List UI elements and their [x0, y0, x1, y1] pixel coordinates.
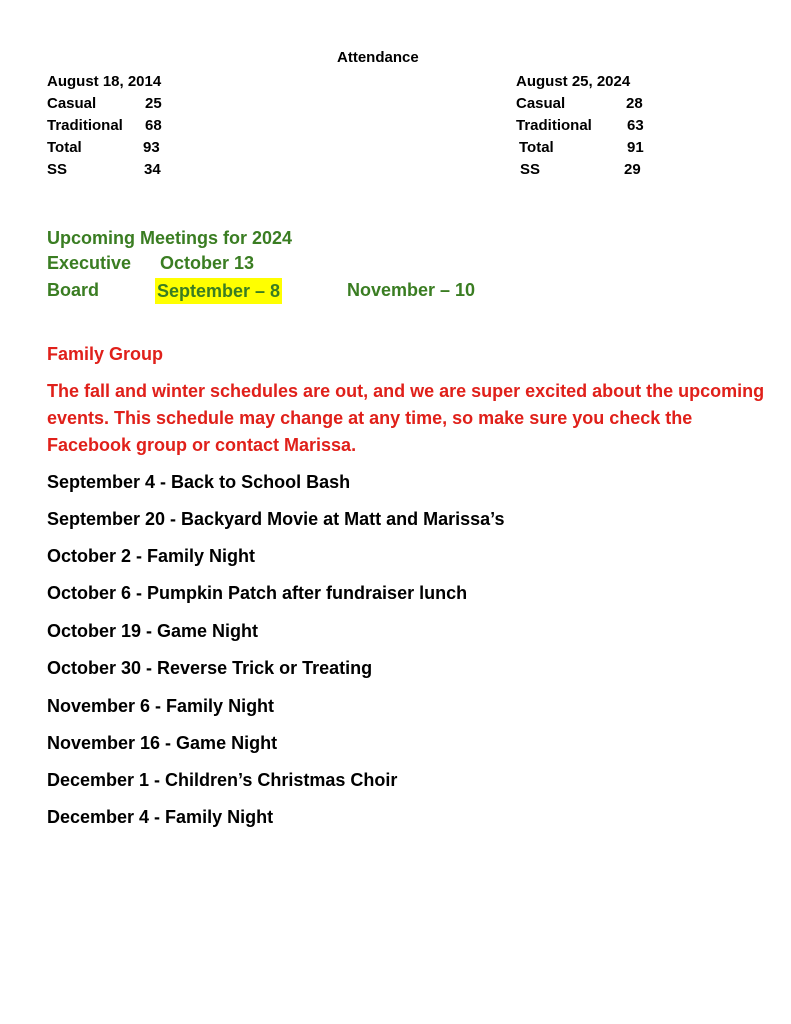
left-row-label: Total — [47, 139, 82, 156]
right-row-value: 29 — [624, 161, 641, 178]
board-date-highlighted: September – 8 — [155, 278, 282, 304]
right-row-label: Total — [519, 139, 554, 156]
family-group-heading: Family Group — [47, 344, 164, 364]
right-row-value: 91 — [627, 139, 644, 156]
event-item: November 16 - Game Night — [47, 733, 278, 753]
event-item: October 2 - Family Night — [47, 546, 256, 566]
left-row-value: 34 — [144, 161, 161, 178]
right-row-value: 28 — [626, 95, 643, 112]
right-row-label: Traditional — [516, 117, 592, 134]
executive-date: October 13 — [160, 253, 255, 273]
left-row-value: 93 — [143, 139, 160, 156]
meetings-heading: Upcoming Meetings for 2024 — [47, 228, 293, 248]
event-item: December 4 - Family Night — [47, 807, 274, 827]
left-attendance-date: August 18, 2014 — [47, 73, 162, 90]
left-row-value: 25 — [145, 95, 162, 112]
right-attendance-date: August 25, 2024 — [516, 73, 631, 90]
board-date-second: November – 10 — [347, 280, 476, 300]
board-label: Board — [47, 280, 100, 300]
right-row-label: Casual — [516, 95, 566, 112]
left-row-label: Traditional — [47, 117, 123, 134]
event-item: September 20 - Backyard Movie at Matt and Marissa’s — [47, 509, 505, 529]
right-row-value: 63 — [627, 117, 644, 134]
event-item: October 19 - Game Night — [47, 621, 259, 641]
event-item: September 4 - Back to School Bash — [47, 472, 351, 492]
attendance-title: Attendance — [337, 49, 419, 66]
event-item: October 6 - Pumpkin Patch after fundraiser lunch — [47, 583, 468, 603]
event-item: November 6 - Family Night — [47, 696, 275, 716]
executive-label: Executive — [47, 253, 132, 273]
left-row-label: SS — [47, 161, 68, 178]
event-item: October 30 - Reverse Trick or Treating — [47, 658, 373, 678]
event-item: December 1 - Children’s Christmas Choir — [47, 770, 398, 790]
right-row-label: SS — [520, 161, 541, 178]
left-row-label: Casual — [47, 95, 97, 112]
family-group-intro: The fall and winter schedules are out, and we are super excited about the upcoming events. This schedule may change at any time, so make sure you check the Facebook group or contact Marissa. — [47, 381, 765, 455]
left-row-value: 68 — [145, 117, 162, 134]
